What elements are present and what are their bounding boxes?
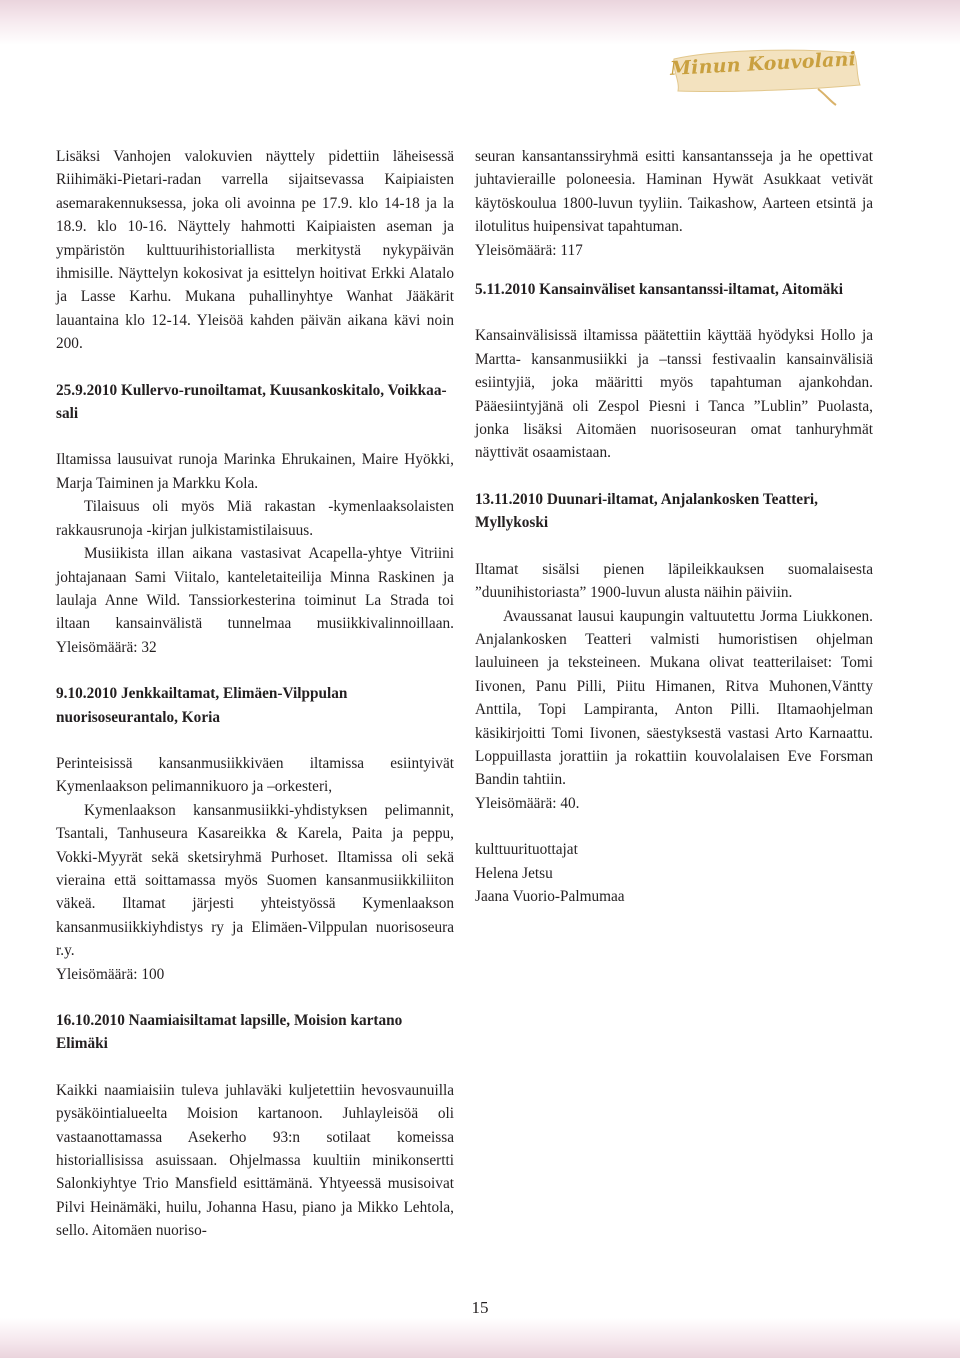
page-number: 15 [471,1298,489,1317]
event-heading: 13.11.2010 Duunari-iltamat, Anjalankosken Teatteri, Myllykoski [475,490,818,532]
intro-paragraph: Lisäksi Vanhojen valokuvien näyttely pidettiin läheisessä Riihimäki-Pietari-radan varrella sijaitsevassa Kaipiaisten asemarakennuksessa, joka oli avoinna pe 17.9. klo 14-18 ja la 18.9. klo 10-16. Näyttely hahmotti Kaipiaisten aseman ja ympäristön kulttuurihistoriallista merkitystä nykypäivän ihmisille. Näyttelyn kokosivat ja esittelyn hoitivat Erkki Alatalo ja Lasse Karhu. Mukana puhallinyhtye Wanhat Jääkärit lauantaina klo 12-14. Yleisöä kahden päivän aikana kävi noin 200. [56,148,454,353]
attendance-line: Yleisömäärä: 117 [475,241,583,259]
body-paragraph: Avaussanat lausui kaupungin valtuutettu Jorma Liukkonen. Anjalankosken Teatteri valmisti humoristisen ohjelman lauluineen ja teksteineen. Mukana olivat teatterilaiset: Tomi Iivonen, Panu Pilli, Piitu Himanen, Ritva Muhonen,Väntty Anttila, Topi Lampiranta, Anton Pilli. Iltamaohjelman käsikirjoitti Tomi Iivonen, säestyksestä vastasi Arto Karnaattu. Loppuillasta jorattiin ja rokattiin kouvolalaisen Eve Forsman Bandin tahtiin. [475,607,873,789]
body-paragraph: Musiikista illan aikana vastasivat Acapella-yhtye Vitriini johtajanaan Sami Viitalo, kanteletaiteilija Minna Raskinen ja laulaja Anne Wild. Tanssiorkesterina toiminut La Strada toi iltaan kansainvälistä tunnelmaa musiikkivalinnoillaan. Yleisömäärä: 32 [56,545,454,656]
attendance-line: Yleisömäärä: 100 [56,965,165,983]
right-column [475,145,873,908]
body-paragraph: Kansainvälisissä iltamissa päätettiin käyttää hyödyksi Hollo ja Martta- kansanmusiikki ja –tanssi festivaalin kansainvälisiä esiintyjiä, joka määritti myös tapahtuman ajankohdan. Pääesiintyjänä oli Zespol Piesni i Tanca ”Lublin” Puolasta, jonka lisäksi Aitomäen nuorisoseuran omat tanhuryhmät näyttivät osaamistaan. [475,327,873,462]
signature-name: Helena Jetsu [475,864,553,882]
signature-name: Jaana Vuorio-Palmumaa [475,887,625,905]
minun-kouvolani-logo [668,45,868,107]
event-heading: 9.10.2010 Jenkkailtamat, Elimäen-Vilppulan nuorisoseurantalo, Koria [56,685,348,726]
body-paragraph: Kaikki naamiaisiin tuleva juhlaväki kuljetettiin hevosvaunuilla pysäköintialueelta Moision kartanoon. Juhlayleisöä oli vastaanottamassa Asekerho 93:n sotilaat komeissa historiallisissa asuissaan. Ohjelmassa kuultiin minikonsertti Salonkiyhtye Trio Mansfield esittämänä. Yhtyeessä musisoivat Pilvi Heinämäki, huilu, Johanna Hasu, piano ja Mikko Lehtola, sello. Aitomäen nuoriso- [56,1081,454,1240]
signature-title: kulttuurituottajat [475,841,578,859]
body-paragraph: seuran kansantanssiryhmä esitti kansantansseja ja he opettivat juhtavieraille poloneesia. Haminan Hywät Asukkaat vetivät käytöskoulua 1800-luvun tyyliin. Taikashow, Aarteen etsintä ja ilotulitus huipensivat tapahtuman. [475,148,873,236]
top-decorative-band [0,0,960,45]
bottom-decorative-band [0,1318,960,1358]
event-heading: 5.11.2010 Kansainväliset kansantanssi-iltamat, Aitomäki [475,281,844,299]
body-paragraph: Iltamat sisälsi pienen läpileikkauksen suomalaisesta ”duunihistoriasta” 1900-luvun alusta näihin päiviin. [475,560,873,602]
event-heading: 16.10.2010 Naamiaisiltamat lapsille, Moision kartano Elimäki [56,1012,403,1053]
event-heading: 25.9.2010 Kullervo-runoiltamat, Kuusankoskitalo, Voikkaa-sali [56,381,447,423]
body-paragraph: Kymenlaakson kansanmusiikki-yhdistyksen pelimannit, Tsantali, Tanhuseura Kasareikka & Karela, Paita ja peppu, Vokki-Myyrät sekä sketsiryhmä Purhoset. Iltamissa oli sekä vieraina että soittamassa myös Suomen kansanmusiikkiliiton väkeä. Iltamat järjesti yhteistyössä Kymenlaakson kansanmusiikkiyhdistys ry ja Elimäen-Vilppulan nuorisoseura r.y. [56,801,454,960]
attendance-line: Yleisömäärä: 40. [475,794,580,812]
logo-text: Minun Kouvolani [669,48,857,80]
body-paragraph: Tilaisuus oli myös Miä rakastan -kymenlaaksolaisten rakkausrunoja -kirjan julkistamistilaisuus. [56,498,454,539]
left-column [56,145,454,1243]
body-paragraph: Perinteisissä kansanmusiikkiväen iltamissa esiintyivät Kymenlaakson pelimannikuoro ja –orkesteri, [56,754,454,796]
body-paragraph: Iltamissa lausuivat runoja Marinka Ehrukainen, Maire Hyökki, Marja Taiminen ja Markku Kola. [56,451,454,492]
